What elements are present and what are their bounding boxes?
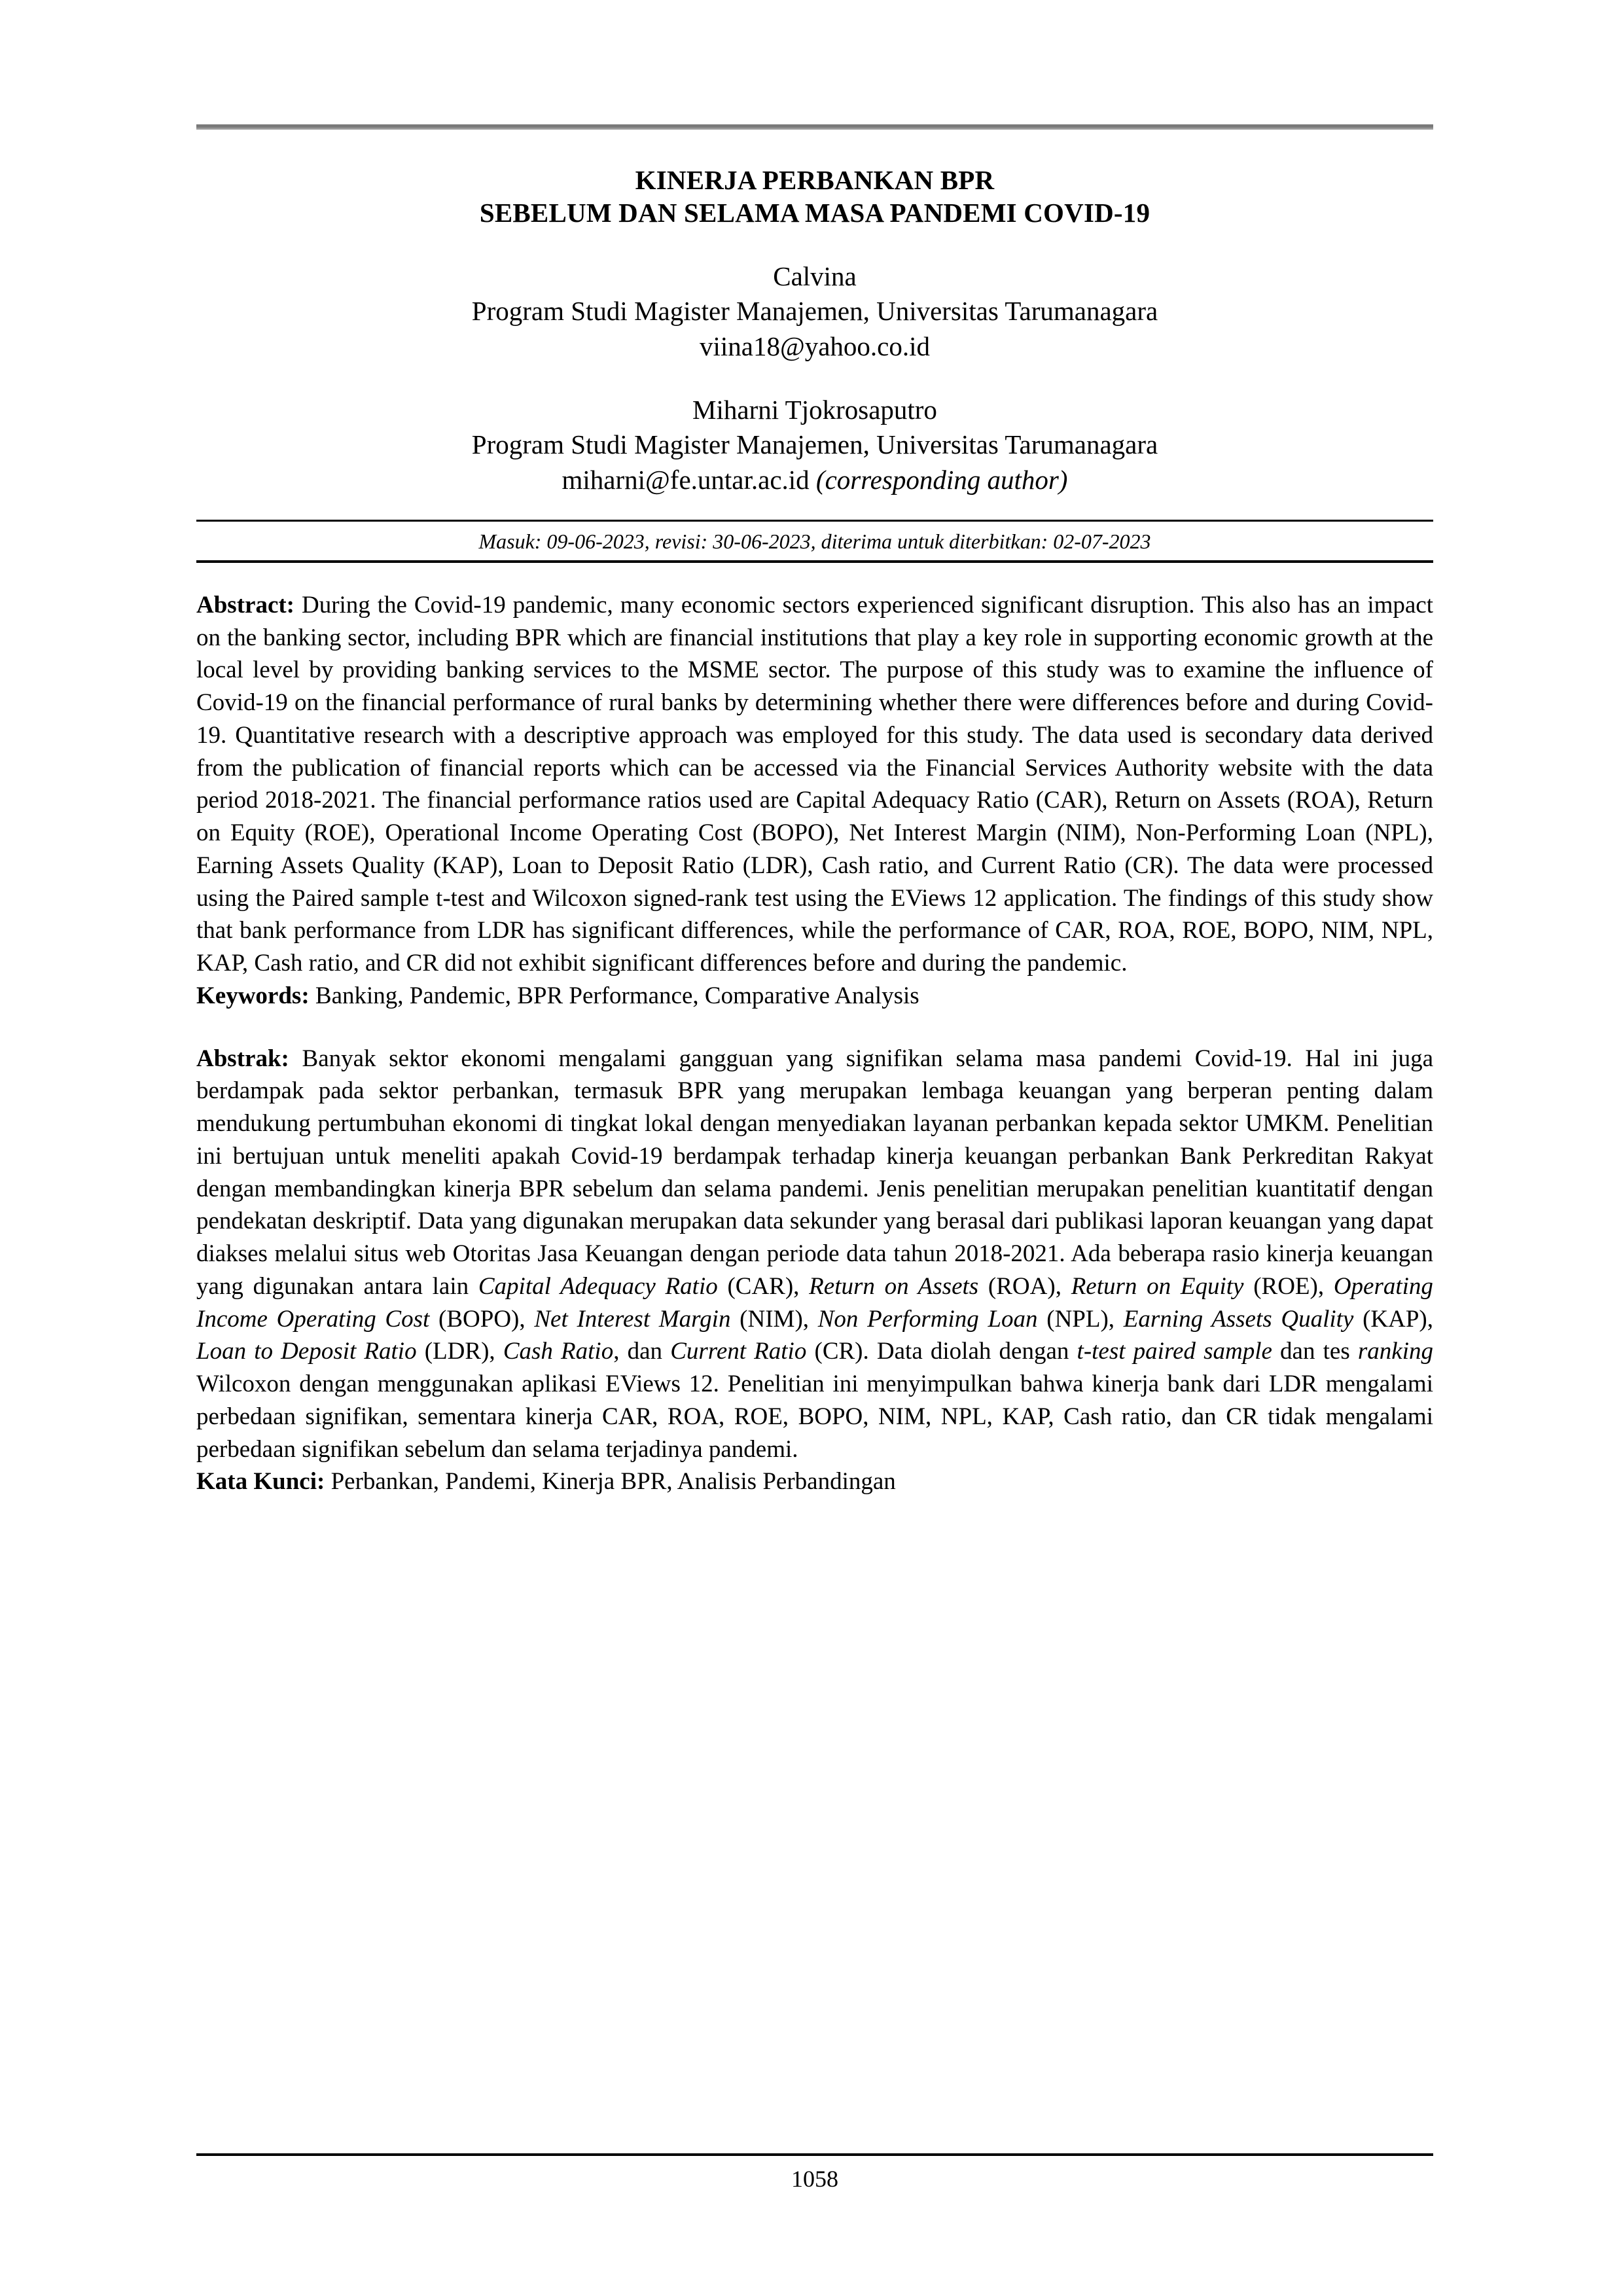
kata-kunci-text: Perbankan, Pandemi, Kinerja BPR, Analisis Perbandingan <box>325 1468 896 1496</box>
abstrak-italic-9: Cash Ratio <box>503 1338 614 1365</box>
submission-dates: Masuk: 09-06-2023, revisi: 30-06-2023, diterima untuk diterbitkan: 02-07-2023 <box>478 529 1151 553</box>
abstrak-italic-11: t-test paired sample <box>1077 1338 1272 1365</box>
author-1-affiliation: Program Studi Magister Manajemen, Universitas Tarumanagara <box>471 296 1158 327</box>
abstrak-paragraph <box>196 1043 1433 1466</box>
footer-rule <box>196 2153 1433 2156</box>
abstrak-italic-2: Return on Assets <box>809 1272 979 1300</box>
keywords-label: Keywords: <box>196 982 310 1009</box>
abstrak-italic-8: Loan to Deposit Ratio <box>196 1338 417 1365</box>
abstrak-italic-6: Non Performing Loan <box>817 1305 1038 1333</box>
dates-rule-bottom <box>196 560 1433 563</box>
author-block <box>196 259 1433 497</box>
page-number: 1058 <box>791 2166 838 2192</box>
abstract-label: Abstract: <box>196 591 295 619</box>
author-1-email: viina18@yahoo.co.id <box>699 331 931 361</box>
abstrak-italic-4: Operating Income Operating Cost <box>196 1272 1433 1333</box>
abstrak-text-11: dan tes <box>1272 1338 1358 1365</box>
abstrak-text-8: (LDR), <box>416 1338 503 1365</box>
abstrak-text-6: (NPL), <box>1037 1305 1124 1333</box>
abstrak-italic-7: Earning Assets Quality <box>1123 1305 1354 1333</box>
page-footer <box>196 2153 1433 2193</box>
kata-kunci-paragraph <box>196 1465 1433 1498</box>
abstrak-label: Abstrak: <box>196 1045 289 1072</box>
abstrak-text-2: (ROA), <box>978 1272 1071 1300</box>
abstrak-text-3: (ROE), <box>1243 1272 1334 1300</box>
abstrak-italic-5: Net Interest Margin <box>534 1305 731 1333</box>
abstrak-italic-10: Current Ratio <box>670 1338 807 1365</box>
author-1-name: Calvina <box>773 261 857 292</box>
abstract-section <box>196 589 1433 1013</box>
abstrak-text-1: (CAR), <box>717 1272 810 1300</box>
abstract-paragraph <box>196 589 1433 980</box>
abstrak-text-9: , dan <box>613 1338 671 1365</box>
author-2 <box>196 393 1433 497</box>
paper-title <box>196 164 1433 229</box>
header-rule <box>196 124 1433 130</box>
keywords-text: Banking, Pandemic, BPR Performance, Comparative Analysis <box>309 982 919 1009</box>
abstrak-section <box>196 1043 1433 1499</box>
page-content <box>196 124 1433 1498</box>
abstrak-text-12: Wilcoxon dengan menggunakan aplikasi EViews 12. Penelitian ini menyimpulkan bahwa kinerja bank dari LDR mengalami perbedaan signifikan, sementara kinerja CAR, ROA, ROE, BOPO, NIM, NPL, KAP, Cash ratio, dan CR tidak mengalami perbedaan signifikan sebelum dan selama terjadinya pandemi. <box>196 1371 1433 1463</box>
abstrak-italic-3: Return on Equity <box>1071 1272 1244 1300</box>
abstract-text: During the Covid-19 pandemic, many economic sectors experienced significant disruption. This also has an impact on the banking sector, including BPR which are financial institutions that play a key role in supporting economic growth at the local level by providing banking services to the MSME sector. The purpose of this study was to examine the influence of Covid-19 on the financial performance of rural banks by determining whether there were differences before and during Covid-19. Quantitative research with a descriptive approach was employed for this study. The data used is secondary data derived from the publication of financial reports which can be accessed via the Financial Services Authority website with the data period 2018-2021. The financial performance ratios used are Capital Adequacy Ratio (CAR), Return on Assets (ROA), Return on Equity (ROE), Operational Income Operating Cost (BOPO), Net Interest Margin (NIM), Non-Performing Loan (NPL), Earning Assets Quality (KAP), Loan to Deposit Ratio (LDR), Cash ratio, and Current Ratio (CR). The data were processed using the Paired sample t-test and Wilcoxon signed-rank test using the EViews 12 application. The findings of this study show that bank performance from LDR has significant differences, while the performance of CAR, ROA, ROE, BOPO, NIM, NPL, KAP, Cash ratio, and CR did not exhibit significant differences before and during the pandemic. <box>196 591 1433 977</box>
abstrak-text-7: (KAP), <box>1353 1305 1433 1333</box>
author-2-email-line <box>196 463 1433 497</box>
kata-kunci-label: Kata Kunci: <box>196 1468 325 1496</box>
abstrak-italic-12: ranking <box>1357 1338 1433 1365</box>
author-2-name: Miharni Tjokrosaputro <box>692 394 937 425</box>
abstrak-text-5: (NIM), <box>730 1305 818 1333</box>
keywords-paragraph <box>196 980 1433 1013</box>
author-2-email: miharni@fe.untar.ac.id <box>562 464 816 495</box>
abstrak-text-part1: Banyak sektor ekonomi mengalami gangguan yang signifikan selama masa pandemi Covid-19. Hal ini juga berdampak pada sektor perbankan, termasuk BPR yang merupakan lembaga keuangan yang berperan penting dalam mendukung pertumbuhan ekonomi di tingkat lokal dengan menyediakan layanan perbankan kepada sektor UMKM. Penelitian ini bertujuan untuk meneliti apakah Covid-19 berdampak terhadap kinerja keuangan perbankan Bank Perkreditan Rakyat dengan membandingkan kinerja BPR sebelum dan selama pandemi. Jenis penelitian merupakan penelitian kuantitatif dengan pendekatan deskriptif. Data yang digunakan merupakan data sekunder yang berasal dari publikasi laporan keuangan yang dapat diakses melalui situs web Otoritas Jasa Keuangan dengan periode data tahun 2018-2021. Ada beberapa rasio kinerja keuangan yang digunakan antara lain <box>196 1045 1433 1300</box>
abstrak-text-4: (BOPO), <box>429 1305 535 1333</box>
abstrak-text-10: (CR). Data diolah dengan <box>806 1338 1077 1365</box>
author-2-affiliation: Program Studi Magister Manajemen, Universitas Tarumanagara <box>471 429 1158 460</box>
title-line-2: SEBELUM DAN SELAMA MASA PANDEMI COVID-19 <box>479 198 1150 228</box>
abstrak-italic-1: Capital Adequacy Ratio <box>478 1272 718 1300</box>
corresponding-author-note: (corresponding author) <box>815 464 1068 495</box>
title-line-1: KINERJA PERBANKAN BPR <box>635 165 995 195</box>
author-1 <box>196 259 1433 364</box>
